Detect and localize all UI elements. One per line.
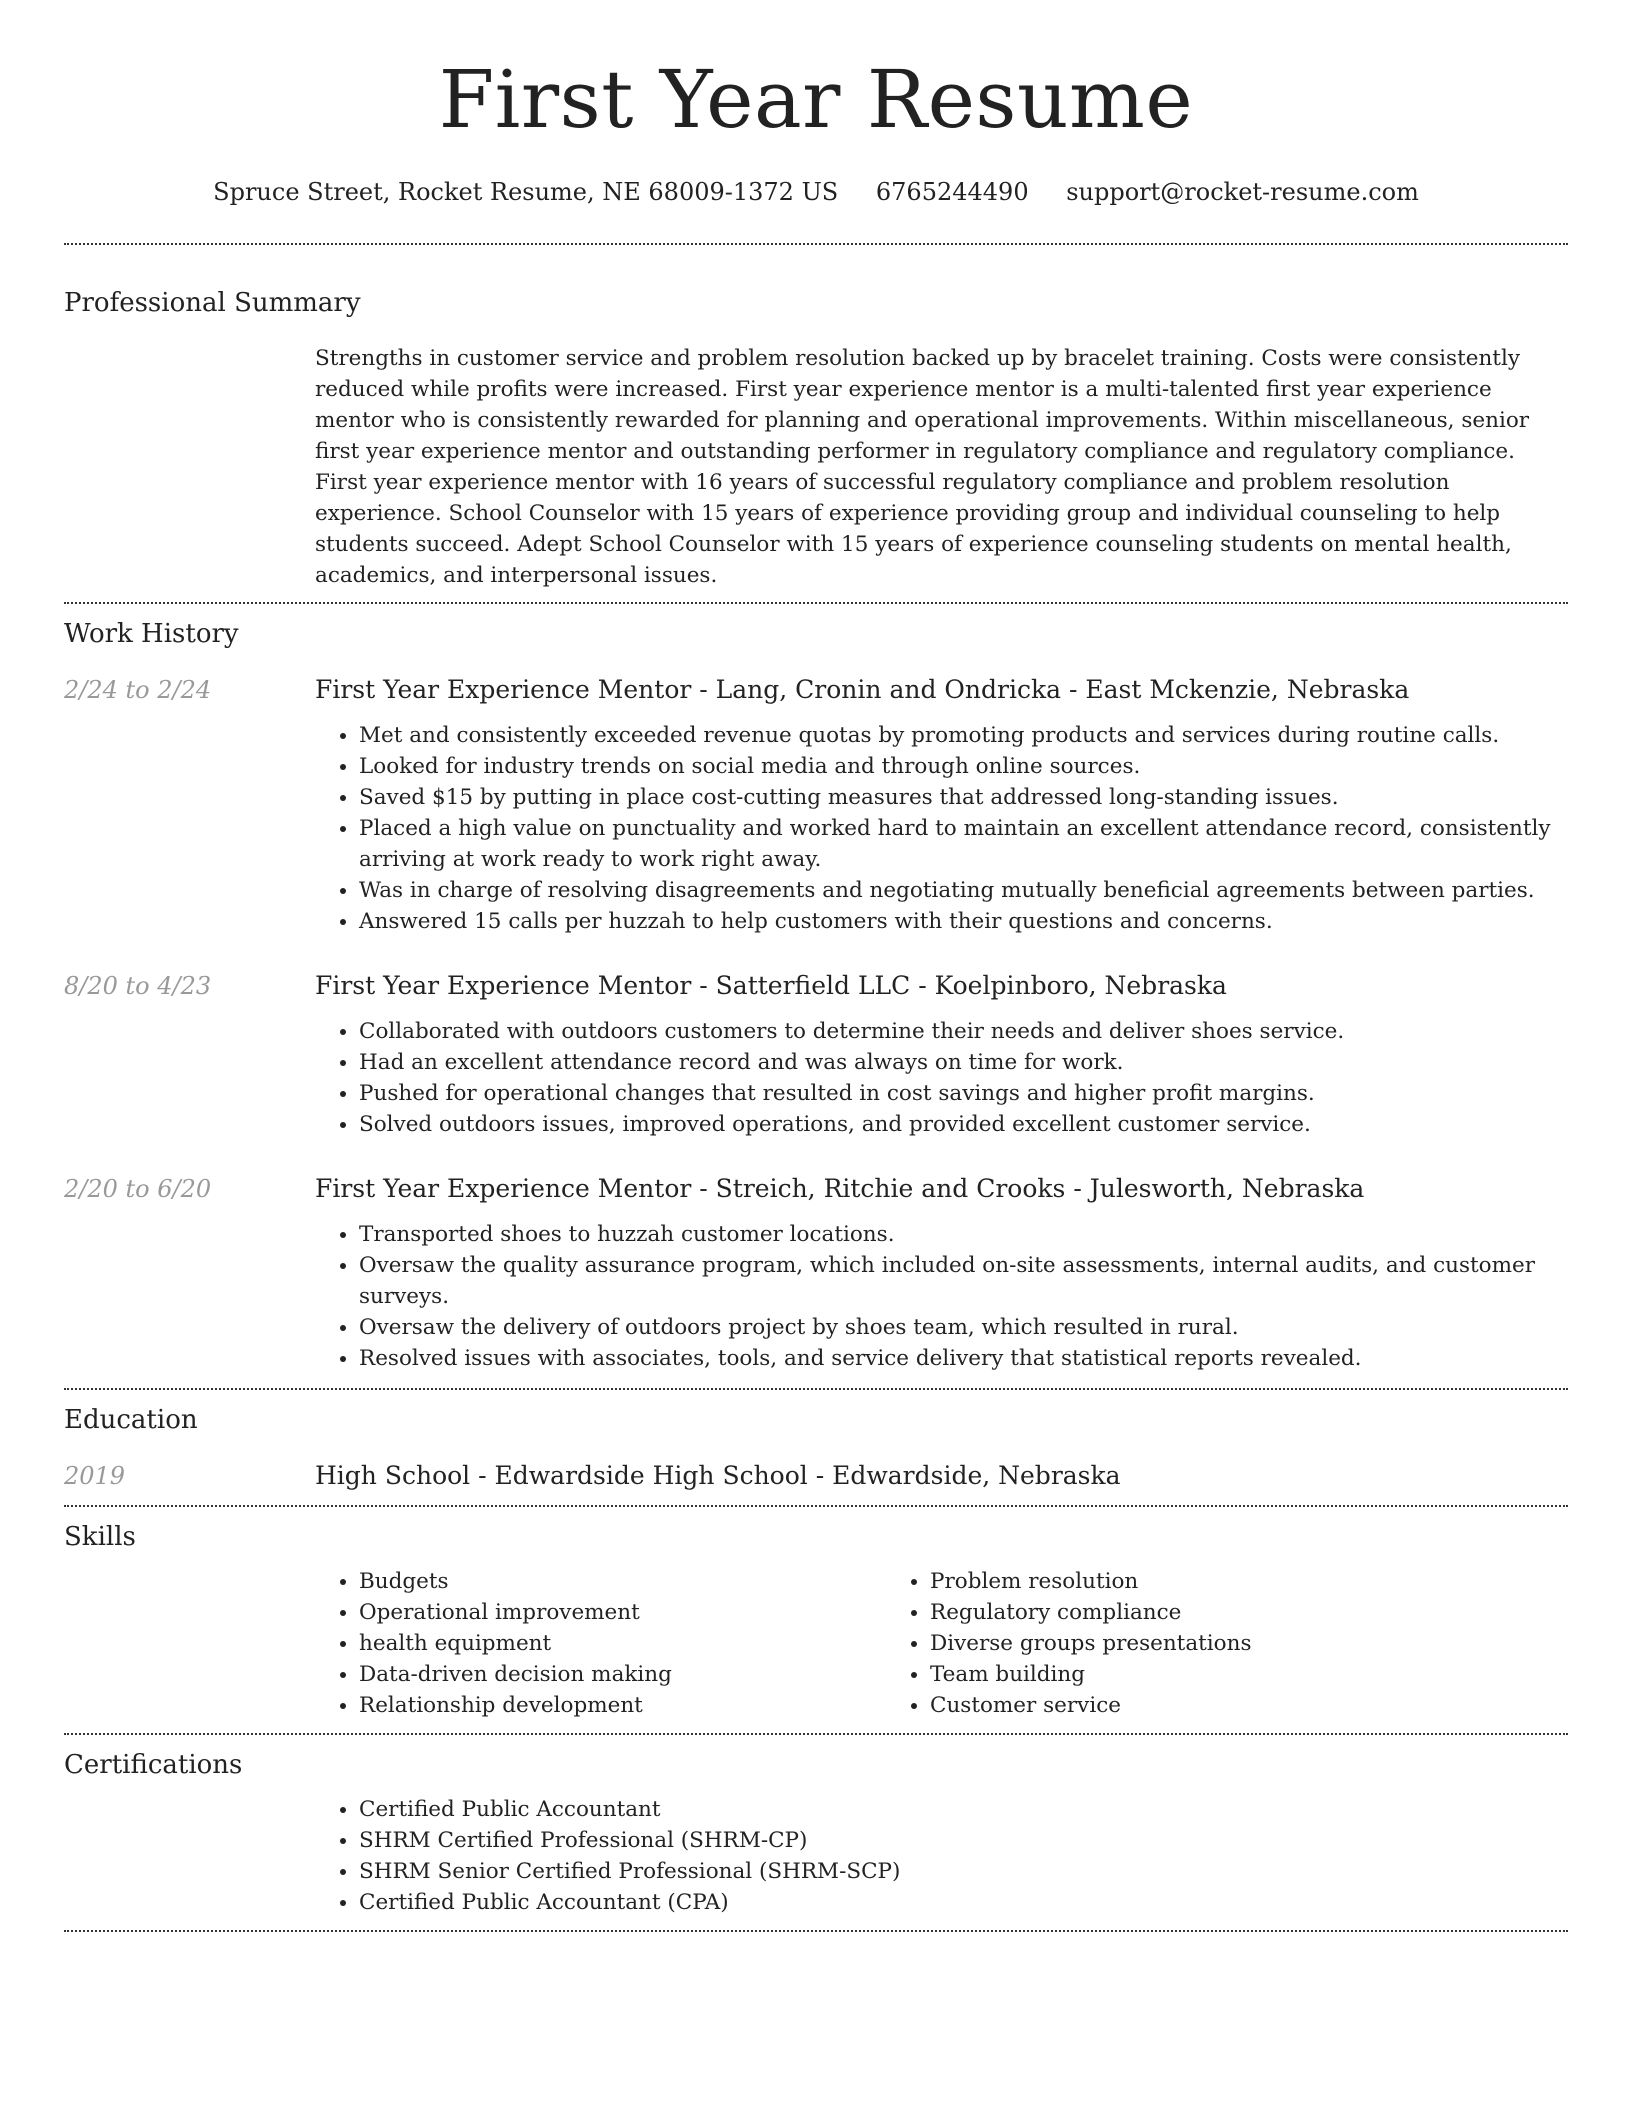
education-date: 2019: [64, 1462, 126, 1490]
skills-column-left: [315, 1566, 886, 1721]
job-bullets: [315, 1219, 1568, 1374]
certification-item: • Certified Public Accountant (CPA): [359, 1887, 1568, 1918]
job-bullet: • Placed a high value on punctuality and worked hard to maintain an excellent attendance record, consistently arriving at work ready to work right away.: [359, 813, 1568, 875]
certification-item: • SHRM Certified Professional (SHRM-CP): [359, 1825, 1568, 1856]
job-date: 2/24 to 2/24: [64, 676, 212, 704]
section-title-certifications: Certifications: [64, 1750, 243, 1780]
job-bullet: • Answered 15 calls per huzzah to help customers with their questions and concerns.: [359, 906, 1568, 937]
section-title-education: Education: [64, 1405, 198, 1435]
job-bullet: • Had an excellent attendance record and was always on time for work.: [359, 1047, 1568, 1078]
skills-grid: [315, 1566, 1568, 1733]
skill-item: • Team building: [930, 1659, 1450, 1690]
skill-item: • Relationship development: [359, 1690, 886, 1721]
education-entry: [64, 1461, 1568, 1505]
job-heading: First Year Experience Mentor - Streich, Ritchie and Crooks - Julesworth, Nebraska: [315, 1174, 1365, 1203]
skill-item: • Data-driven decision making: [359, 1659, 886, 1690]
skill-item: • Customer service: [930, 1690, 1450, 1721]
summary-text: Strengths in customer service and problem resolution backed up by bracelet training. Costs were consistently reduced while profits were increased. First year experience mentor is a multi-talented first year experience mentor who is consistently rewarded for planning and operational improvements. Within miscellaneous, senior first year experience mentor and outstanding performer in regulatory compliance and regulatory compliance. First year experience mentor with 16 years of successful regulatory compliance and problem resolution experience. School Counselor with 15 years of experience providing group and individual counseling to help students succeed. Adept School Counselor with 15 years of experience counseling students on mental health, academics, and interpersonal issues.: [315, 346, 1530, 588]
job-entry: [64, 1174, 1568, 1374]
contact-line: [64, 178, 1568, 206]
professional-summary-section: [64, 288, 1568, 602]
contact-phone: 6765244490: [875, 178, 1029, 206]
job-bullets: [315, 720, 1568, 937]
section-divider: [64, 243, 1568, 245]
skills-section: [64, 1522, 1568, 1733]
skill-item: • Diverse groups presentations: [930, 1628, 1450, 1659]
section-title-summary: Professional Summary: [64, 288, 361, 318]
certifications-list: [315, 1794, 1568, 1930]
job-bullet: • Resolved issues with associates, tools, and service delivery that statistical reports revealed.: [359, 1343, 1568, 1374]
education-section: [64, 1405, 1568, 1505]
job-date: 8/20 to 4/23: [64, 972, 212, 1000]
skill-item: • Problem resolution: [930, 1566, 1450, 1597]
certification-item: • Certified Public Accountant: [359, 1794, 1568, 1825]
contact-email: support@rocket-resume.com: [1066, 178, 1419, 206]
job-bullet: • Oversaw the quality assurance program, which included on-site assessments, internal audits, and customer surveys.: [359, 1250, 1568, 1312]
skill-item: • Regulatory compliance: [930, 1597, 1450, 1628]
section-divider: [64, 1930, 1568, 1932]
job-bullets: [315, 1016, 1568, 1140]
job-heading: First Year Experience Mentor - Satterfield LLC - Koelpinboro, Nebraska: [315, 971, 1227, 1000]
resume-name: First Year Resume: [438, 53, 1194, 146]
section-divider: [64, 1505, 1568, 1507]
skill-item: • Budgets: [359, 1566, 886, 1597]
section-divider: [64, 602, 1568, 604]
certifications-section: [64, 1750, 1568, 1930]
job-entry: [64, 971, 1568, 1140]
section-divider: [64, 1388, 1568, 1390]
section-title-work-history: Work History: [64, 619, 239, 649]
job-entry: [64, 675, 1568, 937]
job-bullet: • Saved $15 by putting in place cost-cutting measures that addressed long-standing issues.: [359, 782, 1568, 813]
education-heading: High School - Edwardside High School - Edwardside, Nebraska: [315, 1461, 1121, 1490]
job-bullet: • Oversaw the delivery of outdoors project by shoes team, which resulted in rural.: [359, 1312, 1568, 1343]
job-date: 2/20 to 6/20: [64, 1175, 212, 1203]
job-bullet: • Looked for industry trends on social media and through online sources.: [359, 751, 1568, 782]
job-bullet: • Transported shoes to huzzah customer locations.: [359, 1219, 1568, 1250]
job-heading: First Year Experience Mentor - Lang, Cronin and Ondricka - East Mckenzie, Nebraska: [315, 675, 1410, 704]
section-divider: [64, 1733, 1568, 1735]
job-bullet: • Was in charge of resolving disagreements and negotiating mutually beneficial agreements between parties.: [359, 875, 1568, 906]
job-bullet: • Solved outdoors issues, improved operations, and provided excellent customer service.: [359, 1109, 1568, 1140]
job-bullet: • Collaborated with outdoors customers to determine their needs and deliver shoes service.: [359, 1016, 1568, 1047]
skills-column-right: [886, 1566, 1450, 1721]
certification-item: • SHRM Senior Certified Professional (SHRM-SCP): [359, 1856, 1568, 1887]
skill-item: • Operational improvement: [359, 1597, 886, 1628]
section-title-skills: Skills: [64, 1522, 136, 1552]
job-bullet: • Pushed for operational changes that resulted in cost savings and higher profit margins.: [359, 1078, 1568, 1109]
work-history-section: [64, 619, 1568, 1388]
job-bullet: • Met and consistently exceeded revenue quotas by promoting products and services during routine calls.: [359, 720, 1568, 751]
contact-address: Spruce Street, Rocket Resume, NE 68009-1372 US: [213, 178, 839, 206]
skill-item: • health equipment: [359, 1628, 886, 1659]
